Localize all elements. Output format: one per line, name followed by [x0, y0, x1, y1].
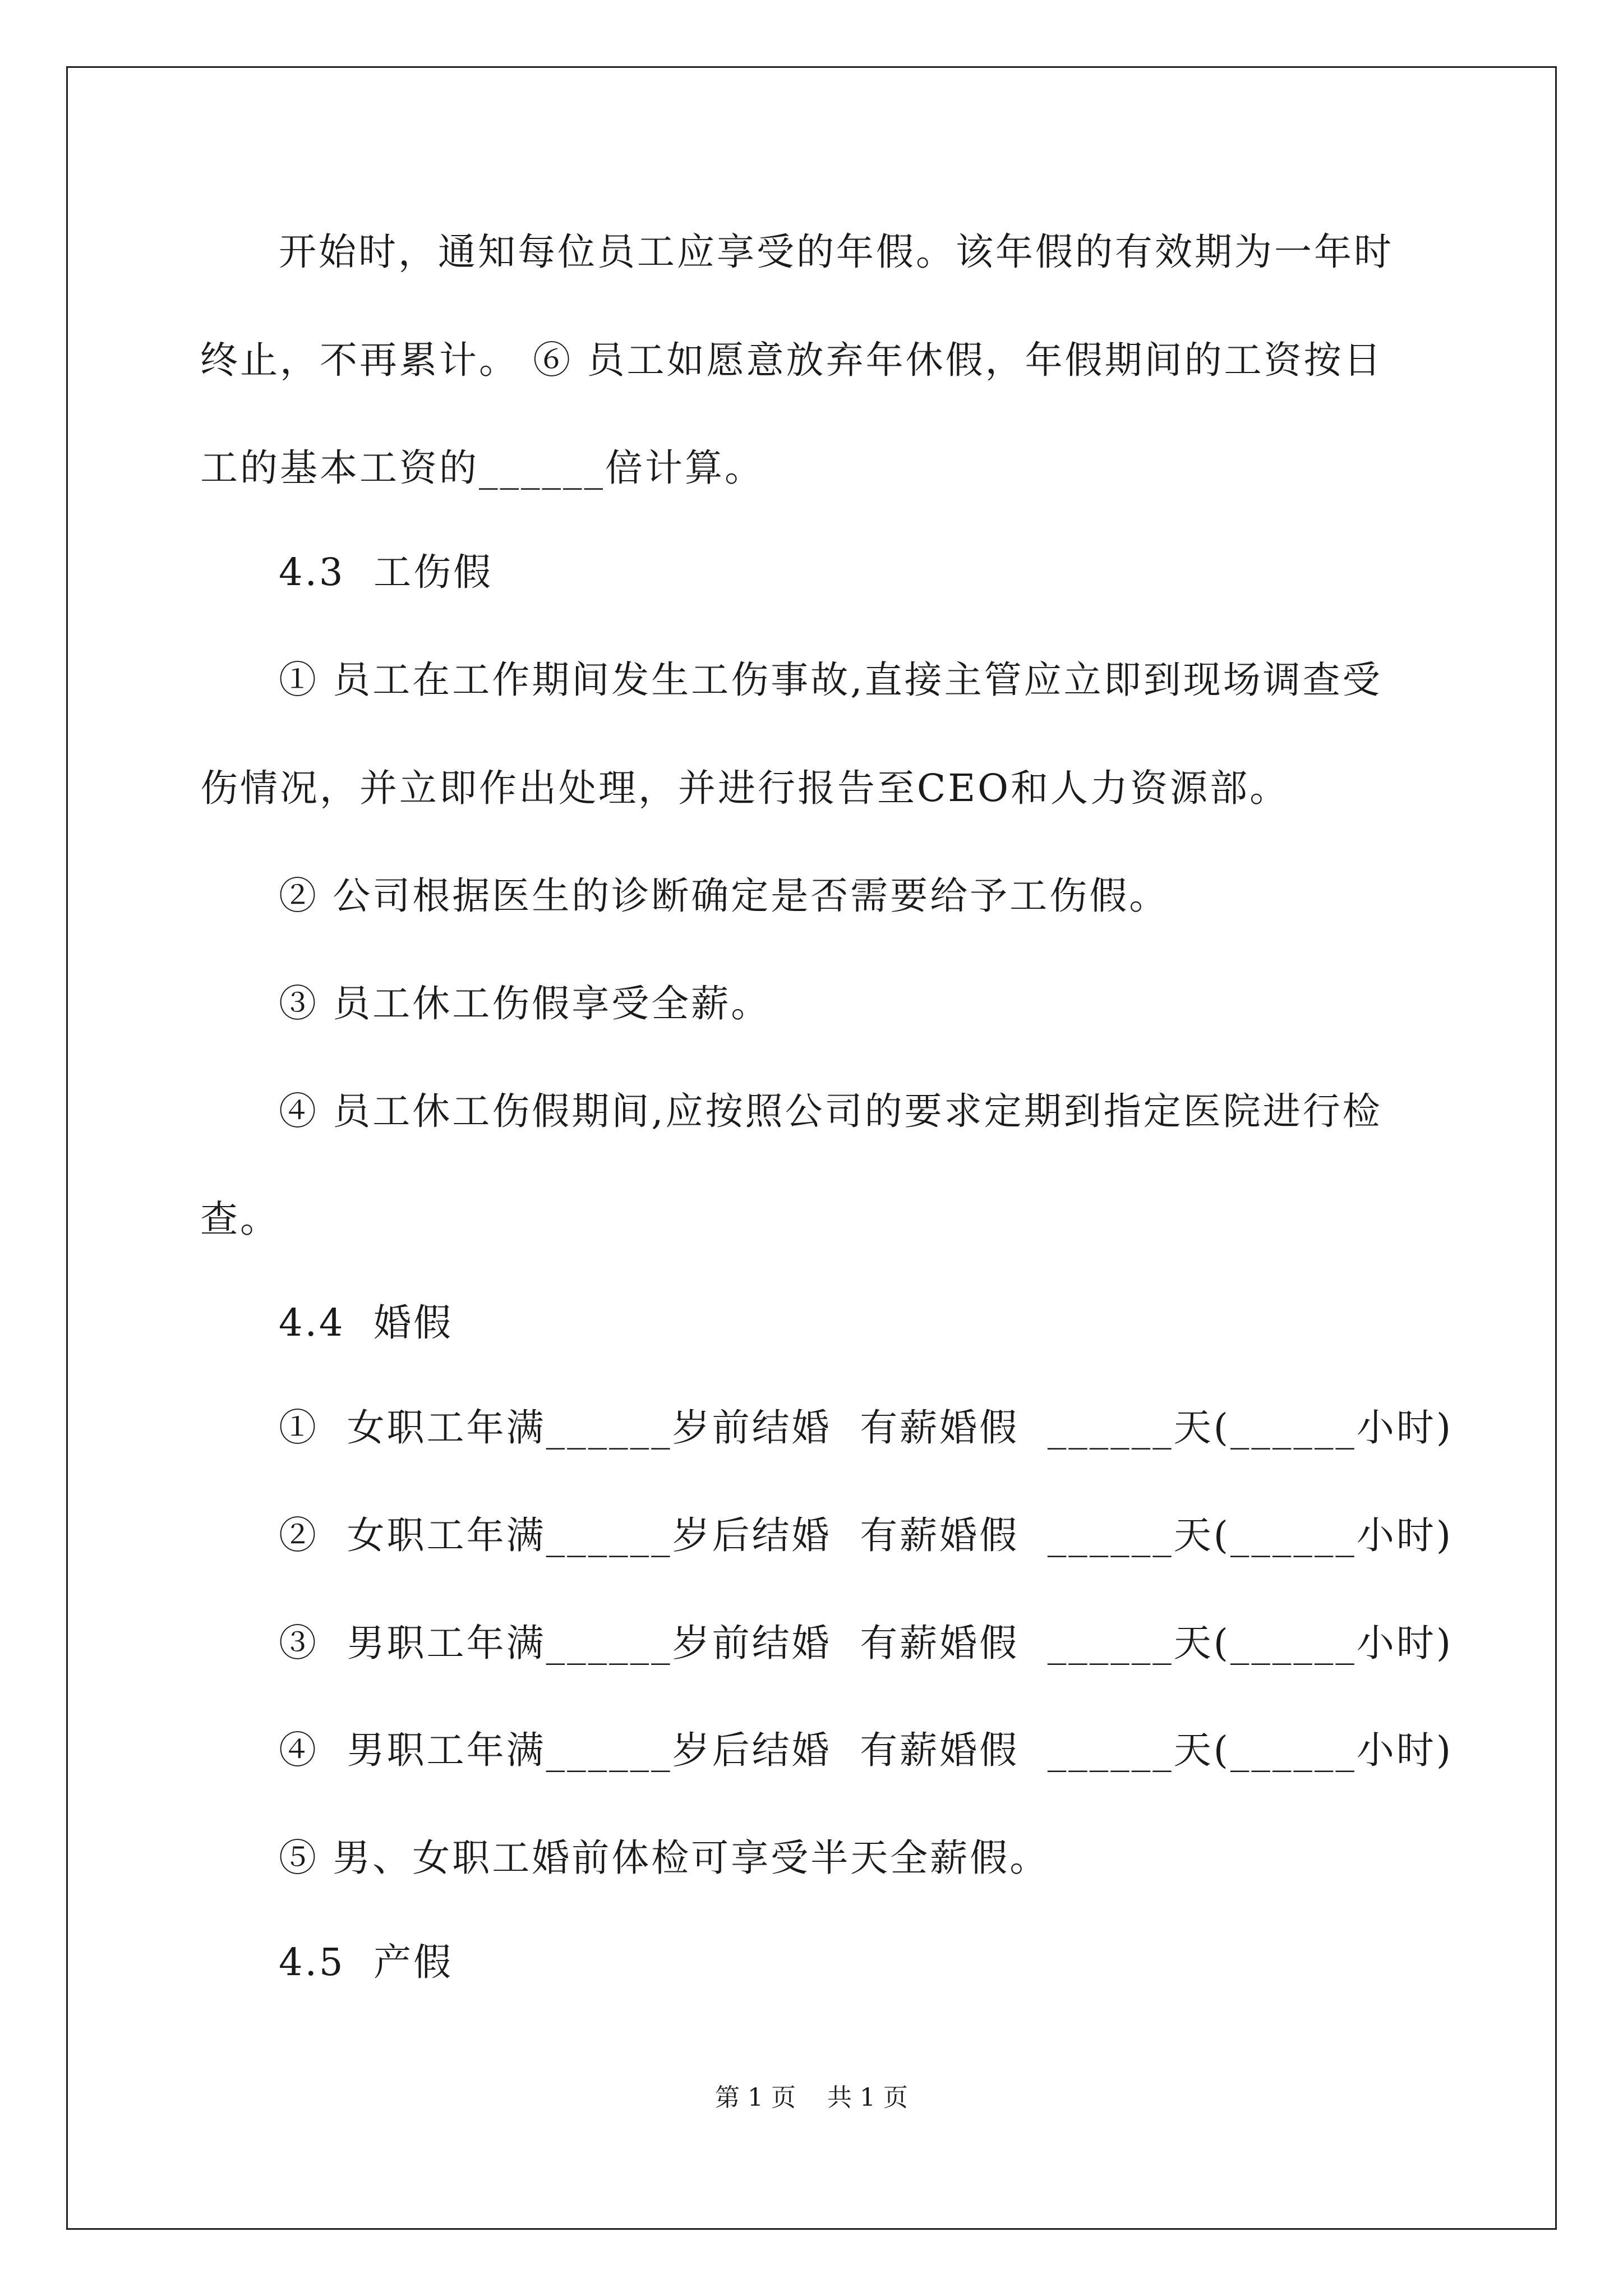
paragraph-line: ② 公司根据医生的诊断确定是否需要给予工伤假。: [279, 874, 1169, 918]
paragraph-line: 伤情况，并立即作出处理，并进行报告至CEO和人力资源部。: [200, 766, 1290, 810]
page-number-footer: 第 1 页 共 1 页: [715, 2083, 908, 2112]
section-heading-4-5: 4.5 产假: [279, 1940, 454, 1984]
marriage-leave-item: ④ 男职工年满______岁后结婚 有薪婚假 ______天(______小时): [279, 1728, 1454, 1772]
marriage-leave-item: ② 女职工年满______岁后结婚 有薪婚假 ______天(______小时): [279, 1513, 1454, 1557]
page-border: [66, 66, 1557, 2230]
paragraph-line: 查。: [200, 1197, 280, 1241]
paragraph-line: ⑤ 男、女职工婚前体检可享受半天全薪假。: [279, 1836, 1050, 1880]
section-heading-4-3: 4.3 工伤假: [279, 550, 494, 594]
paragraph-line: 工的基本工资的______倍计算。: [200, 446, 764, 490]
paragraph-line: ③ 员工休工伤假享受全薪。: [279, 982, 771, 1025]
paragraph-line: 开始时，通知每位员工应享受的年假。该年假的有效期为一年时: [279, 230, 1394, 274]
paragraph-line: 终止，不再累计。 ⑥ 员工如愿意放弃年休假，年假期间的工资按日: [200, 338, 1384, 382]
paragraph-line: ④ 员工休工伤假期间,应按照公司的要求定期到指定医院进行检: [279, 1089, 1382, 1133]
marriage-leave-item: ③ 男职工年满______岁前结婚 有薪婚假 ______天(______小时): [279, 1621, 1454, 1665]
paragraph-line: ① 员工在工作期间发生工伤事故,直接主管应立即到现场调查受: [279, 658, 1382, 702]
section-heading-4-4: 4.4 婚假: [279, 1301, 454, 1345]
marriage-leave-item: ① 女职工年满______岁前结婚 有薪婚假 ______天(______小时): [279, 1406, 1454, 1450]
